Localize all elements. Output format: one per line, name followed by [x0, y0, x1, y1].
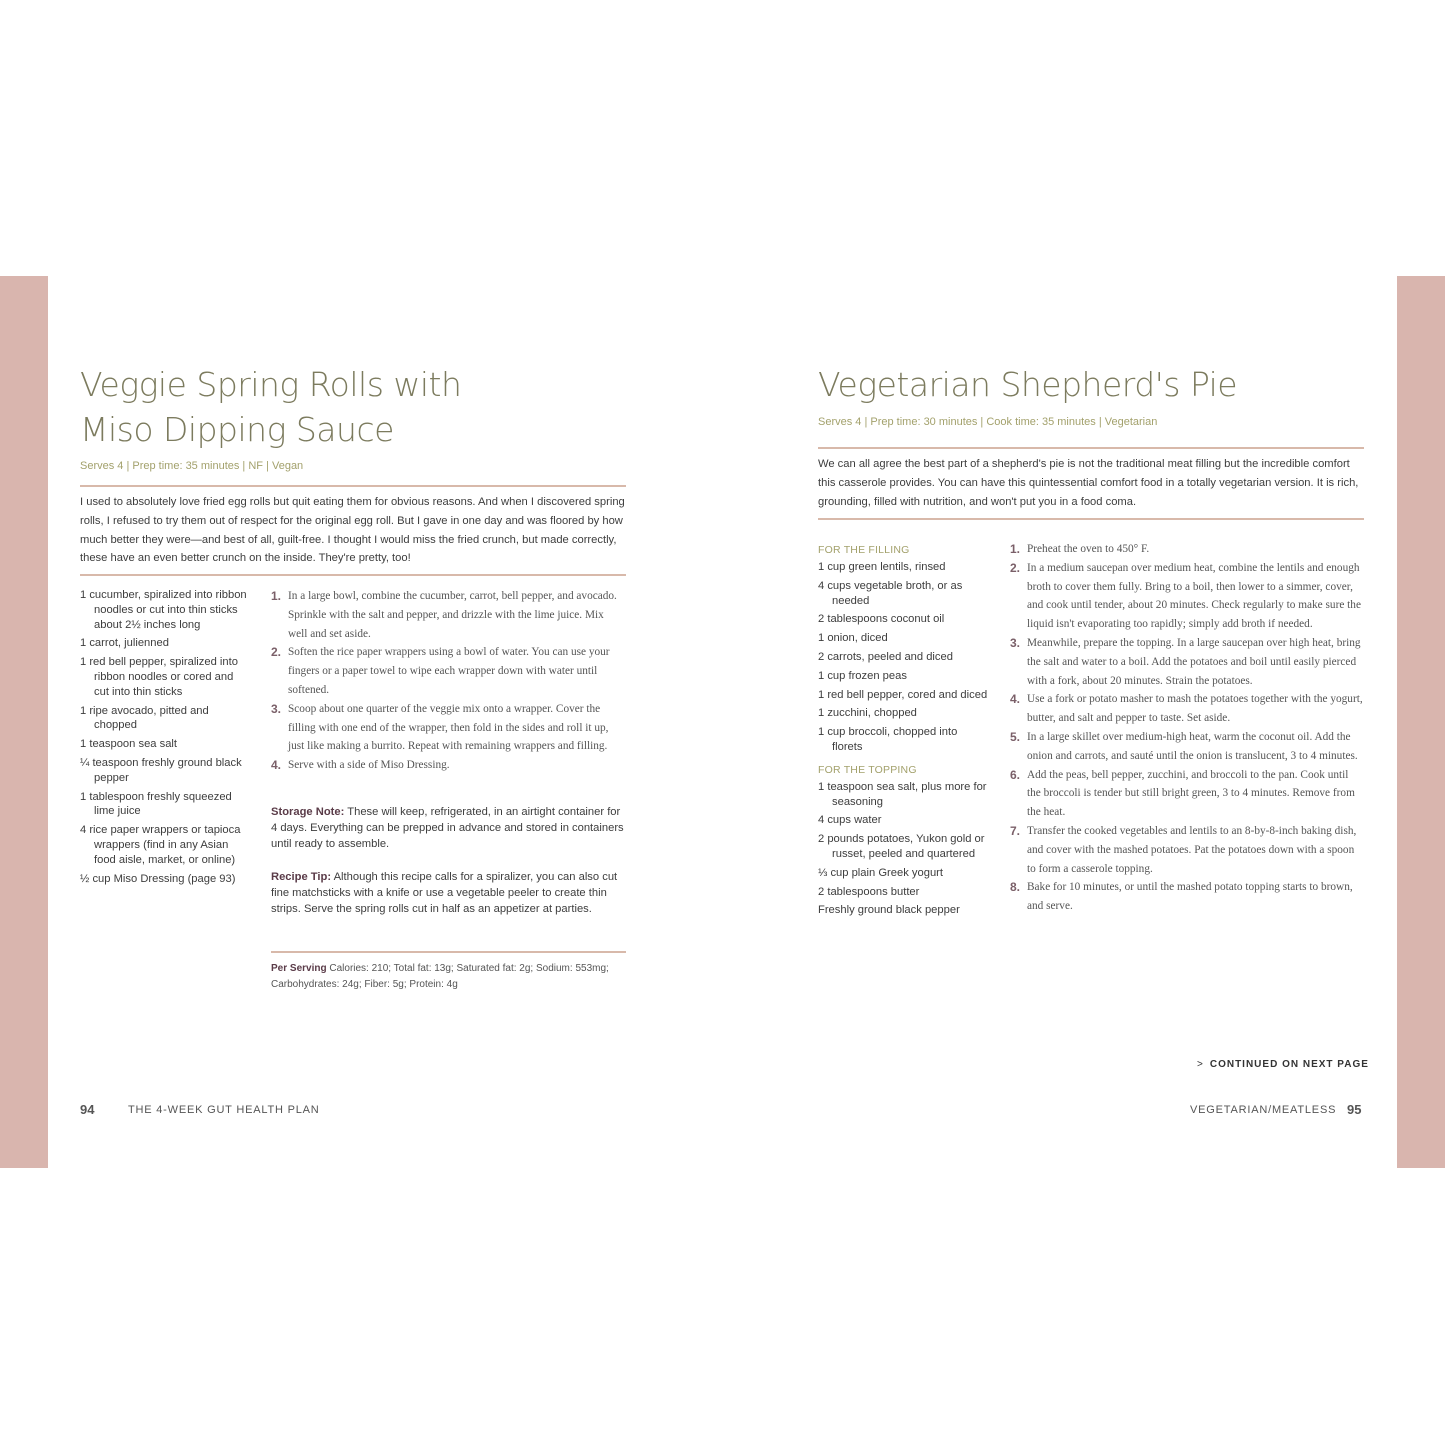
continued-on-next-page — [1197, 1059, 1369, 1070]
left-top-rule — [80, 485, 626, 487]
step-text: In a large bowl, combine the cucumber, carrot, bell pepper, and avocado. Sprinkle with the salt and pepper, and drizzle with the lime juice. Mix well and set aside. — [288, 590, 617, 640]
ingredient-item: ½ cup Miso Dressing (page 93) — [80, 872, 236, 885]
ingredient-item: 1 cucumber, spiralized into ribbon noodles or cut into thin sticks about 2½ inches long — [80, 589, 247, 631]
recipe-tip-label: Recipe Tip: — [271, 871, 332, 883]
right-page-edge — [1397, 276, 1445, 1168]
step-text: Transfer the cooked vegetables and lentils to an 8-by-8-inch baking dish, and cover with the mashed potatoes. Pat the potatoes down with a spoon to form a casserole topping. — [1027, 824, 1357, 875]
step-number: 3. — [271, 701, 282, 716]
step-item — [1010, 822, 1365, 878]
nutrition-rule — [271, 951, 626, 953]
step-text: Use a fork or potato masher to mash the potatoes together with the yogurt, butter, and salt and pepper to taste. Set aside. — [1027, 693, 1363, 725]
step-item — [1010, 559, 1365, 634]
step-number: 1. — [1010, 542, 1021, 556]
ingredient-item: 1 teaspoon sea salt, plus more for seasoning — [818, 780, 987, 808]
continued-arrow-icon: > — [1197, 1059, 1204, 1070]
ingredient-item: 1 tablespoon freshly squeezed lime juice — [80, 790, 232, 818]
step-number: 5. — [1010, 729, 1021, 744]
step-item — [271, 700, 623, 756]
ingredient-item: 2 pounds potatoes, Yukon gold or russet, peeled and quartered — [818, 833, 985, 860]
right-intro-rule — [818, 518, 1364, 520]
ingredient-item: 4 cups vegetable broth, or as needed — [818, 579, 963, 607]
ingredient-item: 1 red bell pepper, cored and diced — [818, 688, 988, 701]
left-recipe-title — [80, 362, 640, 452]
nutrition-info — [271, 961, 626, 993]
right-intro: We can all agree the best part of a shepherd's pie is not the traditional meat filling but the incredible comfort this casserole provides. You can have this quintessential comfort food in a totally vegetarian version. It is rich, grounding, filled with nutrition, and won't put you in a food coma. — [818, 458, 1359, 508]
step-text: Meanwhile, prepare the topping. In a large saucepan over high heat, bring the salt and water to a boil. Add the potatoes and boil until easily pierced with a fork, about 20 minutes. Strain the potatoes. — [1027, 636, 1361, 687]
step-text: In a medium saucepan over medium heat, combine the lentils and enough broth to cover them fully. Bring to a boil, then lower to a simmer, cover, and cook until tender, about 20 minutes. Check regularly to make sure the liquid isn't evaporating too rapidly; simply add broth if needed. — [1027, 561, 1361, 631]
topping-heading: FOR THE TOPPING — [818, 763, 917, 776]
step-item — [271, 587, 623, 643]
ingredient-item: 2 tablespoons coconut oil — [818, 613, 945, 626]
ingredient-item: 1 carrot, julienned — [80, 637, 169, 650]
step-number: 2. — [1010, 560, 1021, 575]
step-number: 6. — [1010, 767, 1021, 782]
continued-label: CONTINUED ON NEXT PAGE — [1209, 1059, 1369, 1070]
left-title-line-2: Miso Dipping Sauce — [80, 410, 394, 449]
right-steps — [1010, 540, 1365, 916]
step-item — [1010, 728, 1365, 766]
ingredient-item: 1 cup green lentils, rinsed — [818, 561, 946, 573]
step-number: 4. — [1010, 692, 1021, 707]
ingredient-item: 1 teaspoon sea salt — [80, 738, 178, 751]
left-steps — [271, 587, 623, 775]
ingredient-item: ¼ teaspoon freshly ground black pepper — [80, 756, 242, 784]
topping-list — [818, 780, 988, 918]
ingredient-item: 1 cup frozen peas — [818, 669, 907, 682]
right-page-number: 95 — [1347, 1102, 1362, 1117]
right-recipe-title: Vegetarian Shepherd's Pie — [818, 365, 1238, 404]
step-text: Scoop about one quarter of the veggie mix onto a wrapper. Cover the filling with one end of the wrapper, then fold in the sides and roll it up, just like making a burrito. Repeat with remaining wrappers and filling. — [288, 702, 609, 753]
left-intro: I used to absolutely love fried egg rolls but quit eating them for obvious reasons. And when I discovered spring rolls, I refused to try them out of respect for the original egg roll. But I gave in one day and was floored by how much better they were—and best of all, guilt-free. I thought I would miss the fried crunch, but made correctly, these have an even better crunch on the inside. They're pretty, too! — [80, 496, 625, 565]
left-page-number: 94 — [80, 1102, 95, 1117]
ingredient-item: Freshly ground black pepper — [818, 904, 960, 917]
left-running-head: THE 4-WEEK GUT HEALTH PLAN — [128, 1104, 320, 1116]
step-number: 2. — [271, 645, 282, 660]
filling-heading: FOR THE FILLING — [818, 544, 910, 556]
ingredient-item: 1 red bell pepper, spiralized into ribbon noodles or cored and cut into thin sticks — [80, 656, 238, 698]
step-item — [1010, 878, 1365, 916]
left-ingredients — [80, 588, 248, 890]
storage-note-label: Storage Note: — [271, 806, 345, 818]
ingredient-item: 1 onion, diced — [818, 632, 888, 645]
nutrition-label: Per Serving — [271, 963, 327, 974]
left-page-edge — [0, 276, 48, 1168]
recipe-tip-text: Although this recipe calls for a spiralizer, you can also cut fine matchsticks with a knife or use a vegetable peeler to create thin strips. Serve the spring rolls cut in half as an appetizer at parties. — [271, 871, 618, 915]
step-text: Bake for 10 minutes, or until the mashed potato topping starts to brown, and serve. — [1027, 881, 1353, 913]
step-item — [1010, 634, 1365, 690]
ingredient-item: 1 zucchini, chopped — [818, 707, 917, 720]
step-number: 4. — [271, 758, 282, 773]
ingredient-item: ⅓ cup plain Greek yogurt — [818, 866, 943, 879]
book-spread — [0, 276, 1445, 1168]
left-intro-rule — [80, 574, 626, 576]
right-ingredients — [818, 544, 988, 922]
step-text: Serve with a side of Miso Dressing. — [288, 759, 450, 772]
ingredient-item: 4 rice paper wrappers or tapioca wrappers (find in any Asian food aisle, market, or online) — [80, 824, 241, 866]
step-number: 1. — [271, 589, 282, 603]
ingredient-item: 2 tablespoons butter — [818, 885, 920, 898]
right-top-rule — [818, 447, 1364, 449]
ingredient-item: 1 cup broccoli, chopped into florets — [818, 726, 958, 753]
nutrition-text: Calories: 210; Total fat: 13g; Saturated fat: 2g; Sodium: 553mg; Carbohydrates: 24g; Fiber: 5g; Protein: 4g — [271, 963, 609, 990]
right-running-head: VEGETARIAN/MEATLESS — [1190, 1104, 1337, 1116]
ingredient-item: 4 cups water — [818, 814, 882, 827]
step-text: Preheat the oven to 450° F. — [1027, 543, 1150, 555]
step-item — [1010, 540, 1365, 559]
step-item — [271, 643, 623, 699]
recipe-tip — [271, 869, 625, 917]
storage-note — [271, 804, 625, 852]
step-item — [1010, 690, 1365, 728]
ingredient-item: 2 carrots, peeled and diced — [818, 650, 953, 663]
step-text: In a large skillet over medium-high heat, warm the coconut oil. Add the onion and carrots, and sauté until the onion is translucent, 3 to 4 minutes. — [1027, 730, 1358, 762]
step-item — [271, 756, 623, 775]
step-text: Add the peas, bell pepper, zucchini, and broccoli to the pan. Cook until the broccoli is tender but still bright green, 3 to 4 minutes. Remove from the heat. — [1027, 768, 1355, 819]
step-number: 3. — [1010, 635, 1021, 650]
step-number: 8. — [1010, 880, 1021, 895]
ingredient-item: 1 ripe avocado, pitted and chopped — [80, 704, 209, 732]
right-recipe-meta: Serves 4 | Prep time: 30 minutes | Cook time: 35 minutes | Vegetarian — [818, 416, 1158, 428]
storage-note-text: These will keep, refrigerated, in an airtight container for 4 days. Everything can be prepped in advance and stored in containers until ready to assemble. — [271, 806, 624, 850]
filling-list — [818, 560, 988, 755]
step-item — [1010, 766, 1365, 822]
step-number: 7. — [1010, 823, 1021, 838]
left-recipe-meta: Serves 4 | Prep time: 35 minutes | NF | Vegan — [80, 460, 304, 472]
left-title-line-1: Veggie Spring Rolls with — [80, 365, 462, 404]
step-text: Soften the rice paper wrappers using a bowl of water. You can use your fingers or a paper towel to wipe each wrapper down with water until softened. — [288, 646, 610, 696]
